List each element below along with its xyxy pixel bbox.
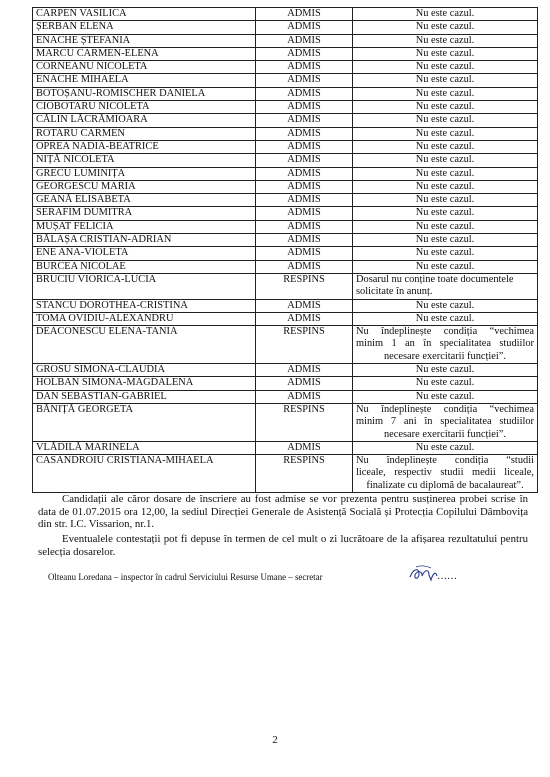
note-line: Nu este cazul. [415, 441, 475, 453]
handwritten-signature [407, 563, 467, 587]
table-row [33, 247, 538, 260]
candidate-note [353, 326, 538, 364]
table-row [33, 34, 538, 47]
note-line: Nu este cazul. [415, 47, 475, 59]
candidate-note [353, 312, 538, 325]
candidate-name: ENE ANA-VIOLETA [33, 247, 256, 260]
note-line: Nu este cazul. [415, 194, 475, 206]
candidate-note [353, 260, 538, 273]
candidate-note [353, 21, 538, 34]
candidate-name: CIOBOTARU NICOLETA [33, 101, 256, 114]
candidate-note [353, 61, 538, 74]
signature-dots: …… [437, 571, 457, 582]
candidate-status: ADMIS [256, 8, 353, 21]
candidate-name: GRECU LUMINIȚA [33, 167, 256, 180]
note-line: Nu este cazul. [415, 234, 475, 246]
table-row [33, 455, 538, 493]
candidate-status: RESPINS [256, 455, 353, 493]
candidate-name: CĂLIN LĂCRĂMIOARA [33, 114, 256, 127]
table-row [33, 326, 538, 364]
note-line: liceale, respectiv studii medii liceale, [356, 467, 534, 479]
table-row [33, 154, 538, 167]
note-line: solicitate în anunț. [356, 286, 433, 298]
candidate-status: RESPINS [256, 273, 353, 299]
candidate-status: ADMIS [256, 247, 353, 260]
note-line: minim 1 an în specialitatea studiilor [356, 338, 534, 350]
note-line: Nu este cazul. [415, 377, 475, 389]
note-line: Nu este cazul. [415, 220, 475, 232]
candidate-status: ADMIS [256, 127, 353, 140]
table-row [33, 8, 538, 21]
candidate-status: ADMIS [256, 377, 353, 390]
candidate-name: OPREA NADIA-BEATRICE [33, 140, 256, 153]
table-row [33, 140, 538, 153]
note-line: Nu este cazul. [415, 140, 475, 152]
candidate-status: ADMIS [256, 180, 353, 193]
candidate-name: GEANĂ ELISABETA [33, 194, 256, 207]
candidate-status: RESPINS [256, 326, 353, 364]
candidate-note [353, 101, 538, 114]
note-line: Nu este cazul. [415, 167, 475, 179]
note-line: Nu este cazul. [415, 207, 475, 219]
candidate-status: ADMIS [256, 167, 353, 180]
candidate-name: STANCU DOROTHEA-CRISTINA [33, 299, 256, 312]
candidate-note [353, 220, 538, 233]
table-row [33, 87, 538, 100]
candidate-name: BRUCIU VIORICA-LUCIA [33, 273, 256, 299]
candidate-status: ADMIS [256, 299, 353, 312]
candidate-name: ENACHE ȘTEFANIA [33, 34, 256, 47]
candidate-name: HOLBAN SIMONA-MAGDALENA [33, 377, 256, 390]
note-line: Nu este cazul. [415, 34, 475, 46]
candidate-note [353, 167, 538, 180]
candidate-status: ADMIS [256, 220, 353, 233]
table-row [33, 127, 538, 140]
table-row [33, 194, 538, 207]
note-line: Nu este cazul. [415, 114, 475, 126]
table-row [33, 403, 538, 441]
table-row [33, 312, 538, 325]
candidate-status: ADMIS [256, 87, 353, 100]
table-row [33, 390, 538, 403]
note-line: Nu este cazul. [415, 364, 475, 376]
candidate-note [353, 34, 538, 47]
candidate-status: ADMIS [256, 441, 353, 454]
note-line: Nu este cazul. [415, 180, 475, 192]
note-line: Nu este cazul. [415, 21, 475, 33]
table-row [33, 180, 538, 193]
candidate-note [353, 364, 538, 377]
candidate-note [353, 87, 538, 100]
candidate-status: ADMIS [256, 207, 353, 220]
table-row [33, 299, 538, 312]
table-row [33, 441, 538, 454]
table-row [33, 61, 538, 74]
table-row [33, 260, 538, 273]
candidate-note [353, 114, 538, 127]
candidate-status: ADMIS [256, 194, 353, 207]
table-row [33, 234, 538, 247]
admission-paragraph [38, 493, 528, 531]
candidate-status: ADMIS [256, 364, 353, 377]
candidate-note [353, 377, 538, 390]
candidate-status: ADMIS [256, 390, 353, 403]
note-line: Dosarul nu conține toate documentele [356, 273, 514, 285]
signature-line: Olteanu Loredana – inspector în cadrul Serviciului Resurse Umane – secretar [48, 572, 323, 582]
candidate-name: CASANDROIU CRISTIANA-MIHAELA [33, 455, 256, 493]
candidate-note [353, 74, 538, 87]
table-row [33, 167, 538, 180]
candidate-status: ADMIS [256, 140, 353, 153]
candidate-name: MUȘAT FELICIA [33, 220, 256, 233]
candidate-name: VLĂDILĂ MARINELA [33, 441, 256, 454]
table-row [33, 220, 538, 233]
candidate-status: ADMIS [256, 21, 353, 34]
table-row [33, 74, 538, 87]
candidate-note [353, 194, 538, 207]
note-line: Nu este cazul. [415, 127, 475, 139]
candidate-name: CORNEANU NICOLETA [33, 61, 256, 74]
candidate-note [353, 180, 538, 193]
candidate-note [353, 247, 538, 260]
candidate-status: ADMIS [256, 74, 353, 87]
note-line: minim 7 ani în specialitatea studiilor [356, 416, 534, 428]
note-line: necesare exercitarii funcției”. [383, 350, 506, 362]
candidate-note [353, 273, 538, 299]
note-line: necesare exercitarii funcției”. [383, 428, 506, 440]
candidate-name: ROTARU CARMEN [33, 127, 256, 140]
candidate-name: MARCU CARMEN-ELENA [33, 47, 256, 60]
candidate-note [353, 234, 538, 247]
candidate-name: DAN SEBASTIAN-GABRIEL [33, 390, 256, 403]
candidate-name: DEACONESCU ELENA-TANIA [33, 326, 256, 364]
candidate-note [353, 299, 538, 312]
candidate-note [353, 140, 538, 153]
candidate-status: ADMIS [256, 114, 353, 127]
results-table [32, 7, 538, 493]
note-line: Nu este cazul. [415, 247, 475, 259]
candidate-name: NIȚĂ NICOLETA [33, 154, 256, 167]
note-line: finalizate cu diplomă de bacalaureat”. [366, 479, 524, 491]
candidate-status: ADMIS [256, 47, 353, 60]
candidate-name: BOTOȘANU-ROMISCHER DANIELA [33, 87, 256, 100]
candidate-status: ADMIS [256, 101, 353, 114]
note-line: Nu este cazul. [415, 312, 475, 324]
note-line: Nu este cazul. [415, 154, 475, 166]
table-row [33, 114, 538, 127]
note-line: Nu este cazul. [415, 390, 475, 402]
note-line: Nu este cazul. [415, 61, 475, 73]
candidate-name: BĂNIȚĂ GEORGETA [33, 403, 256, 441]
candidate-name: GEORGESCU MARIA [33, 180, 256, 193]
candidate-name: ȘERBAN ELENA [33, 21, 256, 34]
note-line: Nu este cazul. [415, 299, 475, 311]
results-table-body [33, 8, 538, 493]
candidate-status: ADMIS [256, 260, 353, 273]
candidate-name: TOMA OVIDIU-ALEXANDRU [33, 312, 256, 325]
table-row [33, 377, 538, 390]
candidate-status: ADMIS [256, 312, 353, 325]
note-line: Nu este cazul. [415, 8, 475, 19]
candidate-note [353, 47, 538, 60]
note-line: Nu este cazul. [415, 87, 475, 99]
note-line: Nu îndeplinește condiția “vechimea [356, 326, 534, 338]
candidate-note [353, 403, 538, 441]
table-row [33, 21, 538, 34]
note-line: Nu este cazul. [415, 74, 475, 86]
candidate-status: ADMIS [256, 61, 353, 74]
table-row [33, 364, 538, 377]
note-line: Nu îndeplinește condiția “studii [356, 455, 534, 467]
candidate-note [353, 8, 538, 21]
candidate-note [353, 207, 538, 220]
table-row [33, 47, 538, 60]
admission-text: Candidații ale căror dosare de înscriere au fost admise se vor prezenta pentru susținerea probei scrise în data de 01.07.2015 ora 12,00, la sediul Direcției Generale de Asistență Socială și Protecția Copilului Dâmbovița din str. I.C. Vissarion, nr.1. [38, 493, 528, 531]
candidate-name: GROSU SIMONA-CLAUDIA [33, 364, 256, 377]
table-row [33, 207, 538, 220]
candidate-name: CARPEN VASILICA [33, 8, 256, 21]
candidate-name: BURCEA NICOLAE [33, 260, 256, 273]
candidate-note [353, 390, 538, 403]
candidate-name: BĂLAȘA CRISTIAN-ADRIAN [33, 234, 256, 247]
candidate-note [353, 127, 538, 140]
candidate-status: RESPINS [256, 403, 353, 441]
candidate-name: SERAFIM DUMITRA [33, 207, 256, 220]
contestation-text: Eventualele contestații pot fi depuse în termen de cel mult o zi lucrătoare de la afișarea rezultatului pentru selecția dosarelor. [38, 533, 528, 558]
candidate-note [353, 441, 538, 454]
candidate-status: ADMIS [256, 34, 353, 47]
contestation-paragraph [38, 533, 528, 558]
page-number: 2 [272, 734, 278, 746]
note-line: Nu este cazul. [415, 101, 475, 113]
candidate-note [353, 154, 538, 167]
table-row [33, 273, 538, 299]
candidate-status: ADMIS [256, 234, 353, 247]
candidate-note [353, 455, 538, 493]
table-row [33, 101, 538, 114]
candidate-status: ADMIS [256, 154, 353, 167]
candidate-name: ENACHE MIHAELA [33, 74, 256, 87]
note-line: Nu îndeplinește condiția “vechimea [356, 403, 534, 415]
note-line: Nu este cazul. [415, 260, 475, 272]
